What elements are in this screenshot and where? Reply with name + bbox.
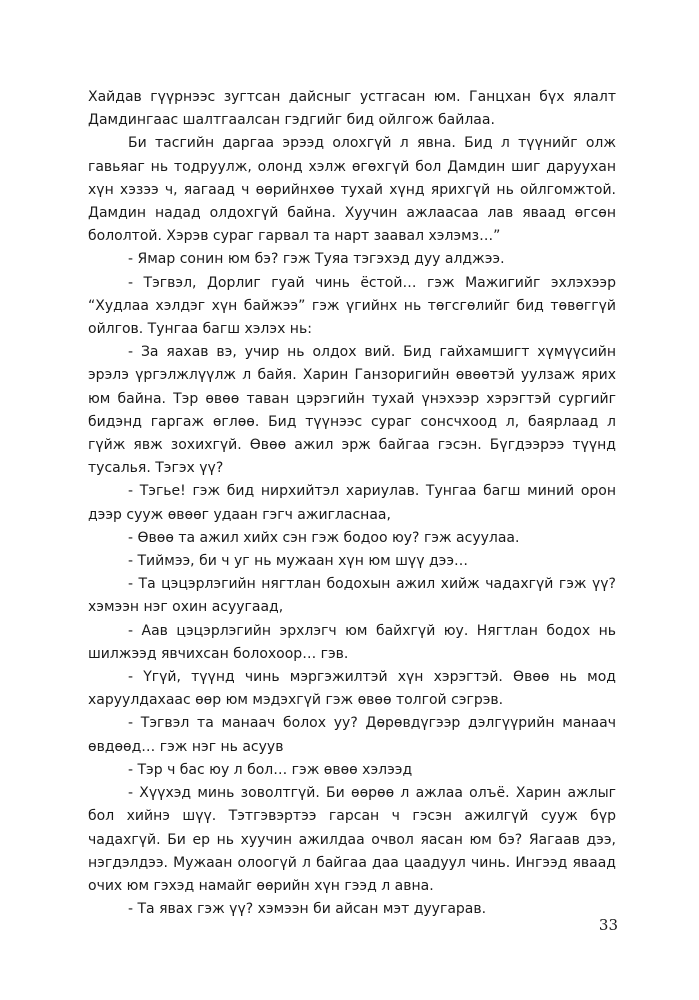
body-text: [88, 86, 616, 921]
paragraph: - Тэгье! гэж бид нирхийтэл хариулав. Тунгаа багш миний орон дээр сууж өвөөг удаан гэгч ажигласнаа,: [88, 483, 616, 523]
paragraph: - За яахав вэ, учир нь олдох вий. Бид гайхамшигт хүмүүсийн эрэлэ үргэлжлүүлж л байя. Харин Ганзоригийн өвөөтэй уулзаж ярих юм байна. Тэр өвөө таван цэрэгийн тухай үнэхээр хэрэгтэй сургийг бидэнд гаргаж өглөө. Бид түүнээс сураг сонсчхоод л, баярлаад л гүйж явж зохихгүй. Өвөө ажил эрж байгаа гэсэн. Бүгдээрээ түүнд тусалья. Тэгэх үү?: [88, 344, 616, 477]
paragraph: - Ямар сонин юм бэ? гэж Туяа тэгэхэд дуу алджээ.: [128, 251, 505, 268]
paragraph: - Тиймээ, би ч уг нь мужаан хүн юм шүү дээ…: [128, 553, 468, 570]
page-number: 33: [598, 916, 618, 934]
paragraph: - Хүүхэд минь зоволтгүй. Би өөрөө л ажлаа олъё. Харин ажлыг бол хийнэ шүү. Тэтгэвэртээ гарсан ч гэсэн ажилгүй сууж бүр чадахгүй. Би ер нь хуучин ажилдаа очвол яасан юм бэ? Яагаав дээ, нэгдэлдээ. Мужаан олоогүй л байгаа даа цаадуул чинь. Ингээд яваад очих юм гэхэд намайг өөрийн хүн гээд л авна.: [88, 785, 616, 894]
paragraph: - Тэр ч бас юу л бол… гэж өвөө хэлээд: [128, 761, 413, 778]
paragraph: - Тэгвэл, Дорлиг гуай чинь ёстой… гэж Мажигийг эхлэхээр “Худлаа хэлдэг хүн байжээ” гэж үгийнх нь төгсгөлийг бид төвөггүй ойлгов. Тунгаа багш хэлэх нь:: [88, 274, 616, 338]
paragraph: - Өвөө та ажил хийх сэн гэж бодоо юу? гэж асуулаа.: [128, 529, 520, 546]
paragraph: - Үгүй, түүнд чинь мэргэжилтэй хүн хэрэгтэй. Өвөө нь мод харуулдахаас өөр юм мэдэхгүй гэж өвөө толгой сэгрэв.: [88, 669, 616, 709]
paragraph: Хайдав гүүрнээс зугтсан дайсныг устгасан юм. Ганцхан бүх ялалт Дамдингаас шалтгаалсан гэдгийг бид ойлгож байлаа.: [88, 89, 616, 129]
paragraph: - Та явах гэж үү? хэмээн би айсан мэт дуугарав.: [128, 901, 487, 918]
paragraph: Би тасгийн даргаа эрээд олохгүй л явна. Бид л түүнийг олж гавьяаг нь тодруулж, олонд хэлж өгөхгүй бол Дамдин шиг даруухан хүн хэзээ ч, яагаад ч өөрийнхөө тухай хүнд ярихгүй нь ойлгомжтой. Дамдин надад олдохгүй байна. Хуучин ажлаасаа лав яваад өгсөн бололтой. Хэрэв сураг гарвал та нарт заавал хэлэмз…”: [88, 135, 616, 245]
paragraph: - Аав цэцэрлэгийн эрхлэгч юм байхгүй юу. Нягтлан бодох нь шилжээд явчихсан болохоор… гэв.: [88, 622, 616, 662]
paragraph: - Тэгвэл та манаач болох уу? Дөрөвдүгээр дэлгүүрийн манаач өвдөөд… гэж нэг нь асуув: [88, 715, 616, 755]
paragraph: - Та цэцэрлэгийн нягтлан бодохын ажил хийж чадахгүй гэж үү? хэмээн нэг охин асуугаад,: [88, 576, 616, 616]
